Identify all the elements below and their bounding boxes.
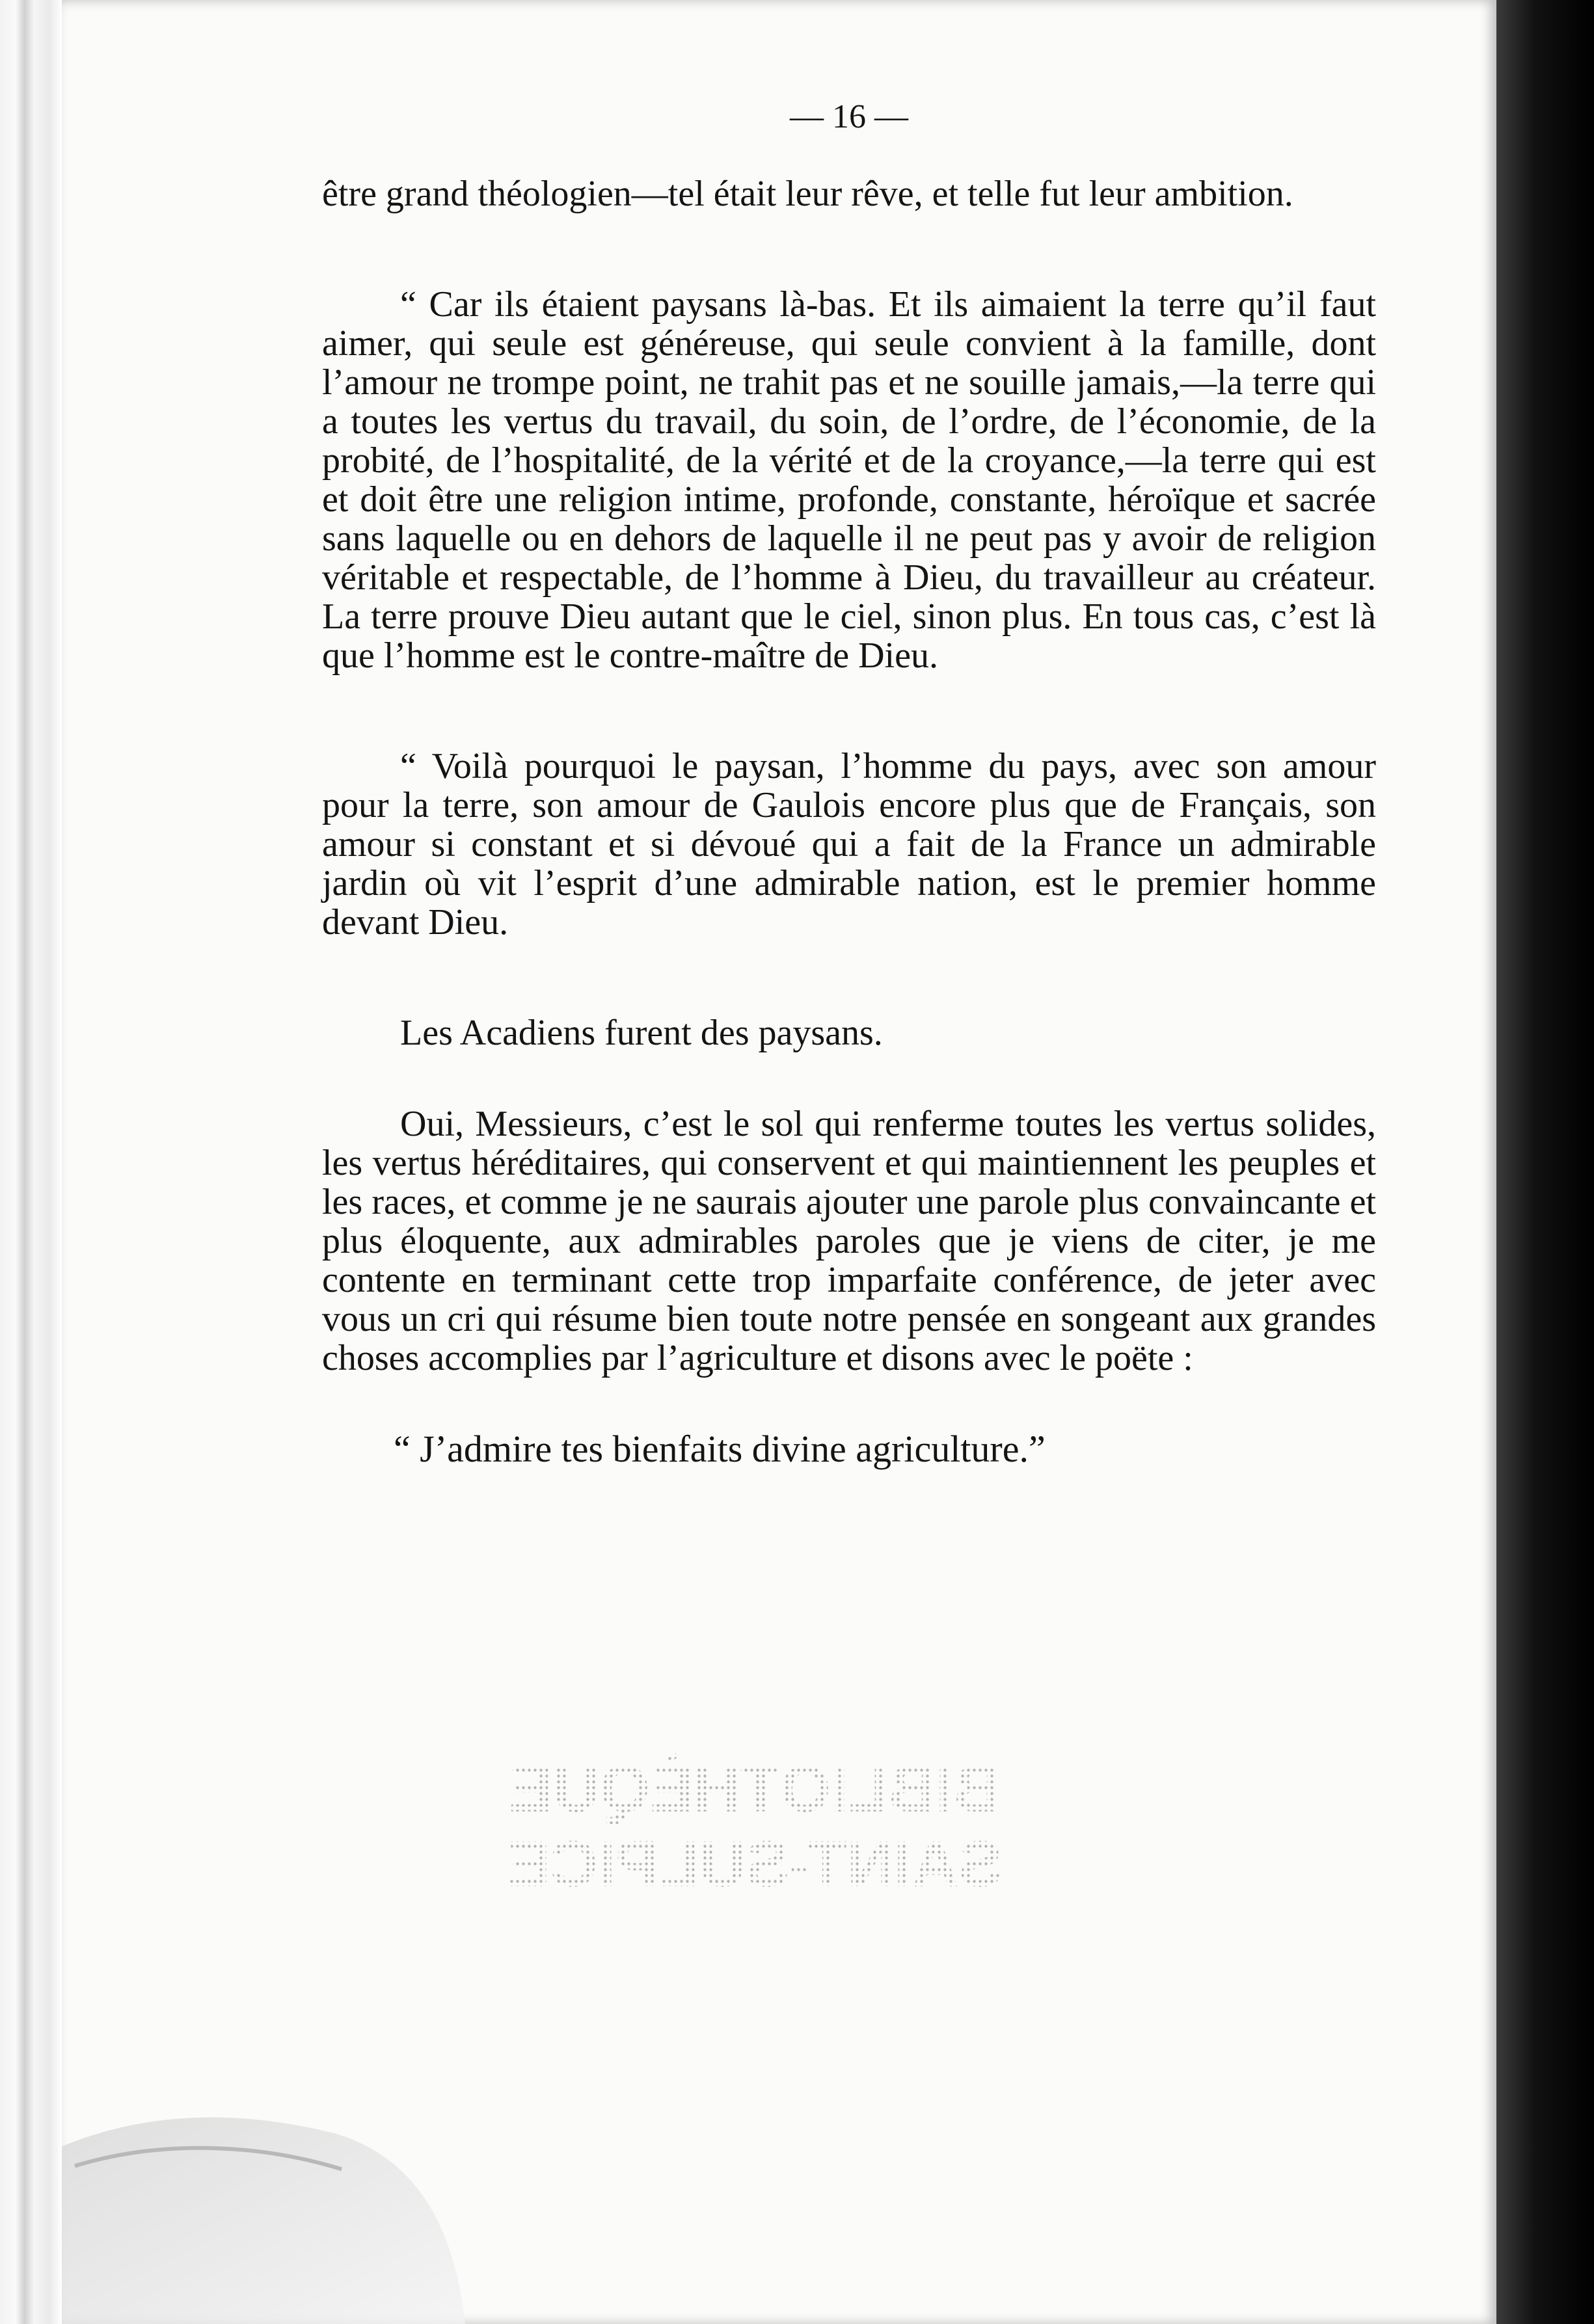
page-number: — 16 — [790,98,908,135]
page-edge-shadow [1496,0,1594,2324]
page-text [322,98,1376,1469]
verse-quote: “ J’admire tes bienfaits divine agriculture.” [394,1428,1046,1470]
book-gutter [0,0,62,2324]
svg-text:SAINT-SULPICE: SAINT-SULPICE [507,1828,1003,1899]
paragraph-4: Les Acadiens furent des paysans. [400,1013,883,1053]
paragraph-5: Oui, Messieurs, c’est le sol qui renferme toutes les vertus solides, les vertus héréditaires, qui conservent et qui maintiennent les peuples et les races, et comme je ne saurais ajouter une parole plus convaincante et plus éloquente, aux admirables paroles que je viens de citer, je me contente en terminant cette trop imparfaite conférence, de jeter avec vous un cri qui résume bien toute notre pensée en songeant aux grandes choses accomplies par l’agriculture et disons avec le poëte : [322,1104,1376,1378]
library-perforation-stamp [462,1750,1047,1899]
paragraph-1: être grand théologien—tel était leur rêve, et telle fut leur ambition. [322,174,1293,214]
scan-artifact [62,2107,465,2324]
paragraph-2: “ Car ils étaient paysans là-bas. Et ils aimaient la terre qu’il faut aimer, qui seule est généreuse, qui seule convient à la famille, dont l’amour ne trompe point, ne trahit pas et ne souille jamais,—la terre qui a toutes les vertus du travail, du soin, de l’ordre, de l’économie, de la probité, de l’hospitalité, de la vérité et de la croyance,—la terre qui est et doit être une religion intime, profonde, constante, héroïque et sacrée sans laquelle ou en dehors de laquelle il ne peut pas y avoir de religion véritable et respectable, de l’homme à Dieu, du travailleur au créateur. La terre prouve Dieu autant que le ciel, sinon plus. En tous cas, c’est là que l’homme est le contre-maître de Dieu. [322,284,1376,676]
paragraph-3: “ Voilà pourquoi le paysan, l’homme du pays, avec son amour pour la terre, son amour de Gaulois encore plus que de Français, son amour si constant et si dévoué qui a fait de la France un admirable jardin où vit l’esprit d’une admirable nation, est le premier homme devant Dieu. [322,746,1376,942]
svg-text:BIBLIOTHÈQUE: BIBLIOTHÈQUE [509,1753,1001,1826]
